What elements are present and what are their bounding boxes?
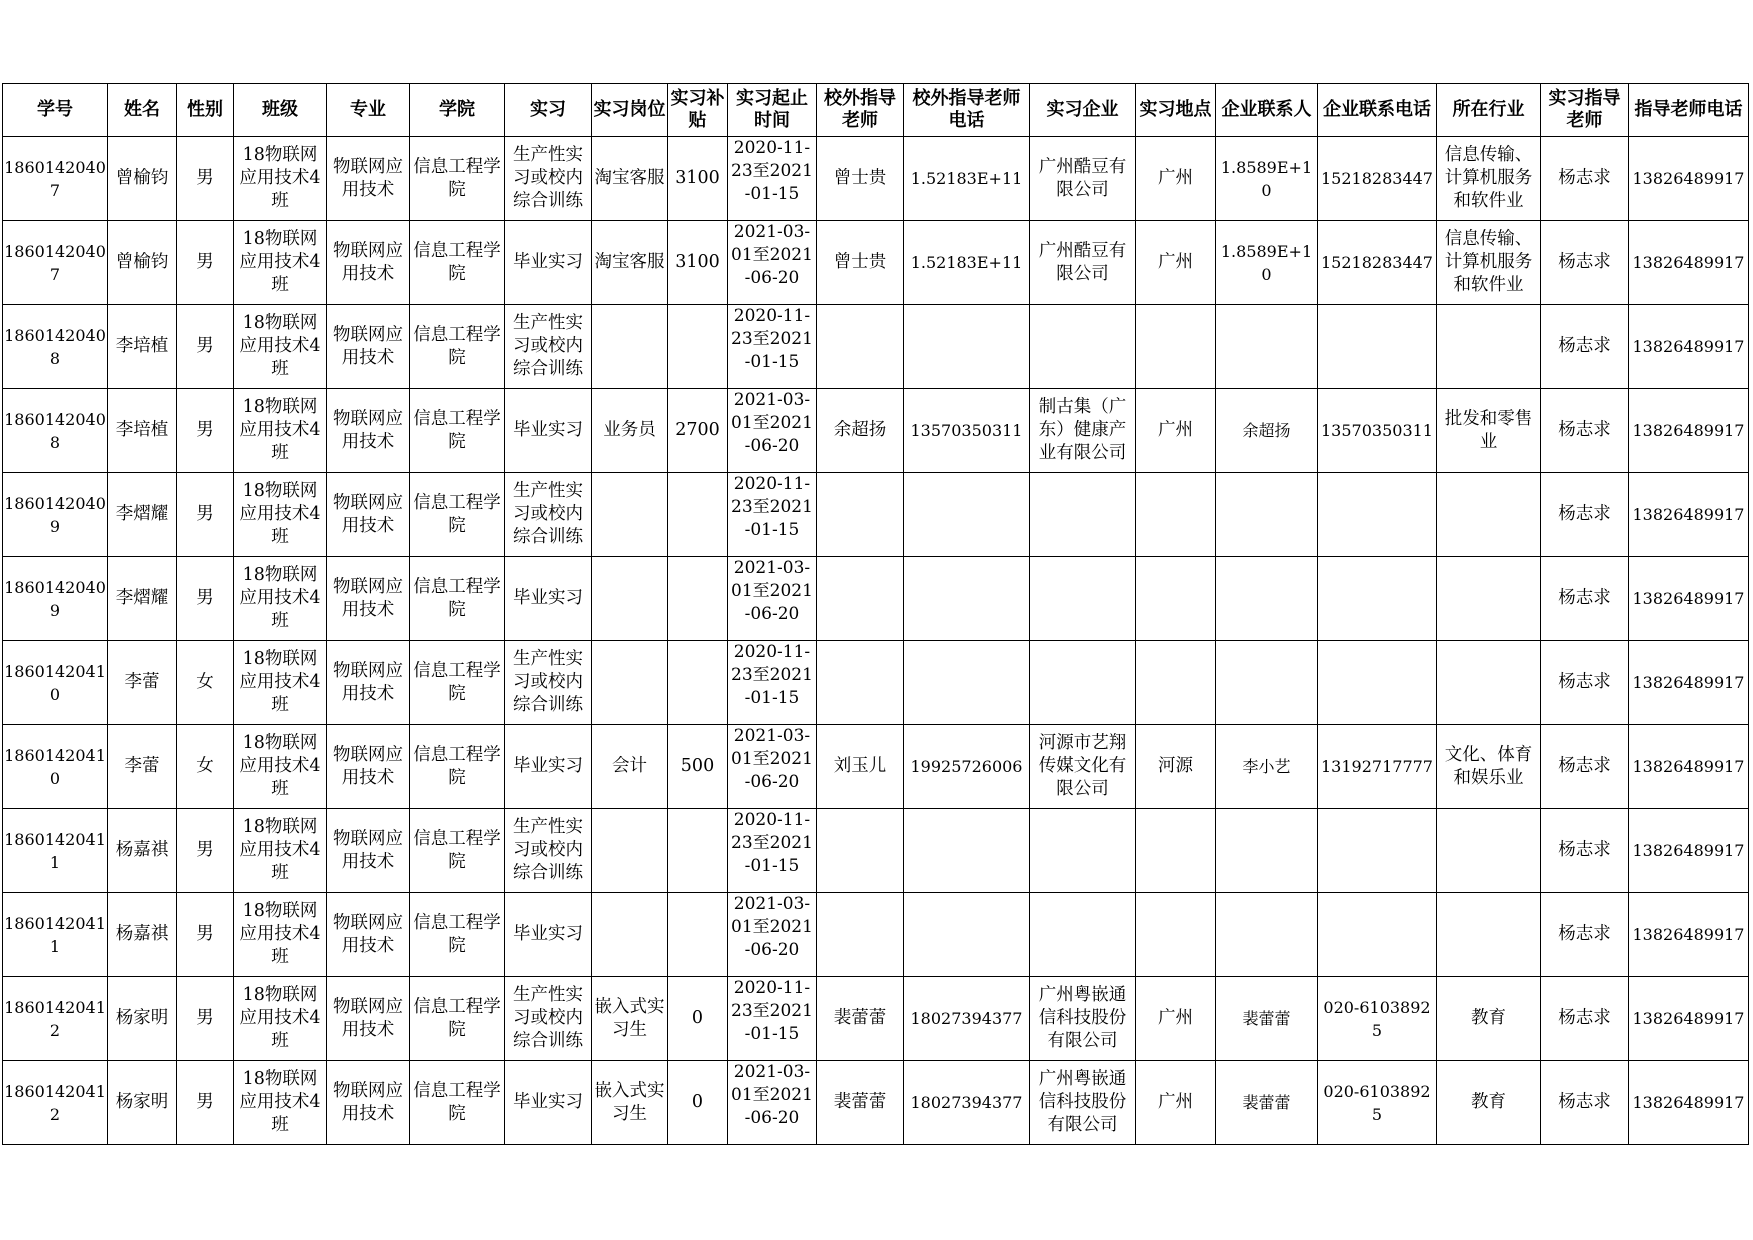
- cell-student-id: 18601420407: [3, 221, 108, 305]
- cell-mentor: 杨志求: [1541, 305, 1629, 389]
- cell-college: 信息工程学院: [410, 221, 505, 305]
- cell-college: 信息工程学院: [410, 557, 505, 641]
- cell-subsidy: 3100: [668, 137, 728, 221]
- cell-company: [1030, 305, 1136, 389]
- table-row: [3, 1061, 1749, 1145]
- cell-subsidy: [668, 641, 728, 725]
- cell-class: 18物联网应用技术4班: [234, 809, 327, 893]
- cell-company-phone: 13192717777: [1318, 725, 1437, 809]
- cell-external-mentor: 曾士贵: [817, 137, 904, 221]
- cell-company-contact: 裴蕾蕾: [1216, 1061, 1318, 1145]
- cell-company-contact: [1216, 641, 1318, 725]
- cell-external-mentor-phone: 1.52183E+11: [904, 137, 1030, 221]
- cell-company-contact: [1216, 809, 1318, 893]
- header-external-mentor-phone: 校外指导老师电话: [904, 84, 1030, 137]
- cell-internship-type: 毕业实习: [505, 1061, 592, 1145]
- cell-company-phone: [1318, 809, 1437, 893]
- cell-period: [728, 641, 817, 725]
- table-row: [3, 221, 1749, 305]
- cell-period: [728, 221, 817, 305]
- cell-mentor: 杨志求: [1541, 389, 1629, 473]
- cell-external-mentor: [817, 893, 904, 977]
- cell-college: 信息工程学院: [410, 389, 505, 473]
- cell-mentor: 杨志求: [1541, 725, 1629, 809]
- period-text: 2020-11-23至2021-01-15: [731, 978, 813, 1044]
- cell-name: 杨嘉祺: [108, 893, 177, 977]
- cell-name: 李培植: [108, 305, 177, 389]
- cell-mentor-phone: 13826489917: [1629, 977, 1749, 1061]
- cell-industry: [1437, 809, 1541, 893]
- cell-student-id: 18601420409: [3, 473, 108, 557]
- cell-internship-type: 生产性实习或校内综合训练: [505, 641, 592, 725]
- cell-company-phone: [1318, 641, 1437, 725]
- cell-name: 李蕾: [108, 641, 177, 725]
- table-row: [3, 725, 1749, 809]
- cell-period: [728, 473, 817, 557]
- cell-external-mentor: [817, 305, 904, 389]
- cell-subsidy: 2700: [668, 389, 728, 473]
- cell-external-mentor-phone: [904, 641, 1030, 725]
- cell-position: 业务员: [592, 389, 668, 473]
- cell-name: 杨家明: [108, 977, 177, 1061]
- cell-position: 会计: [592, 725, 668, 809]
- cell-name: 李蕾: [108, 725, 177, 809]
- cell-subsidy: 0: [668, 977, 728, 1061]
- cell-student-id: 18601420412: [3, 977, 108, 1061]
- period-text: 2021-03-01至2021-06-20: [731, 222, 813, 288]
- header-industry: 所在行业: [1437, 84, 1541, 137]
- cell-company: [1030, 893, 1136, 977]
- cell-location: [1136, 641, 1216, 725]
- cell-position: [592, 893, 668, 977]
- cell-subsidy: 3100: [668, 221, 728, 305]
- cell-industry: 教育: [1437, 977, 1541, 1061]
- header-mentor-phone: 指导老师电话: [1629, 84, 1749, 137]
- cell-industry: 文化、体育和娱乐业: [1437, 725, 1541, 809]
- cell-mentor: 杨志求: [1541, 557, 1629, 641]
- cell-internship-type: 毕业实习: [505, 221, 592, 305]
- cell-company: 广州粤嵌通信科技股份有限公司: [1030, 1061, 1136, 1145]
- cell-mentor: 杨志求: [1541, 473, 1629, 557]
- header-company-phone: 企业联系电话: [1318, 84, 1437, 137]
- cell-company-phone: 13570350311: [1318, 389, 1437, 473]
- cell-student-id: 18601420407: [3, 137, 108, 221]
- cell-location: 广州: [1136, 977, 1216, 1061]
- period-text: 2020-11-23至2021-01-15: [731, 138, 813, 204]
- cell-period: [728, 809, 817, 893]
- cell-mentor-phone: 13826489917: [1629, 221, 1749, 305]
- cell-external-mentor-phone: [904, 893, 1030, 977]
- header-position: 实习岗位: [592, 84, 668, 137]
- cell-external-mentor: [817, 473, 904, 557]
- cell-company-phone: [1318, 893, 1437, 977]
- cell-industry: [1437, 305, 1541, 389]
- cell-class: 18物联网应用技术4班: [234, 725, 327, 809]
- cell-location: 广州: [1136, 1061, 1216, 1145]
- cell-location: 广州: [1136, 221, 1216, 305]
- cell-mentor-phone: 13826489917: [1629, 305, 1749, 389]
- cell-gender: 男: [177, 557, 234, 641]
- cell-class: 18物联网应用技术4班: [234, 137, 327, 221]
- cell-company: [1030, 809, 1136, 893]
- cell-company: 河源市艺翔传媒文化有限公司: [1030, 725, 1136, 809]
- cell-position: [592, 641, 668, 725]
- cell-period: [728, 137, 817, 221]
- period-text: 2020-11-23至2021-01-15: [731, 306, 813, 372]
- cell-college: 信息工程学院: [410, 473, 505, 557]
- cell-major: 物联网应用技术: [327, 809, 410, 893]
- cell-company-contact: 李小艺: [1216, 725, 1318, 809]
- cell-major: 物联网应用技术: [327, 725, 410, 809]
- cell-internship-type: 生产性实习或校内综合训练: [505, 473, 592, 557]
- cell-company: [1030, 641, 1136, 725]
- cell-company-contact: 1.8589E+10: [1216, 137, 1318, 221]
- cell-external-mentor-phone: [904, 557, 1030, 641]
- cell-industry: 信息传输、计算机服务和软件业: [1437, 137, 1541, 221]
- cell-company-phone: [1318, 473, 1437, 557]
- cell-industry: 教育: [1437, 1061, 1541, 1145]
- cell-college: 信息工程学院: [410, 977, 505, 1061]
- cell-major: 物联网应用技术: [327, 1061, 410, 1145]
- cell-position: [592, 305, 668, 389]
- cell-period: [728, 557, 817, 641]
- header-period: 实习起止时间: [728, 84, 817, 137]
- cell-class: 18物联网应用技术4班: [234, 389, 327, 473]
- cell-class: 18物联网应用技术4班: [234, 557, 327, 641]
- cell-industry: [1437, 893, 1541, 977]
- cell-internship-type: 生产性实习或校内综合训练: [505, 809, 592, 893]
- period-text: 2021-03-01至2021-06-20: [731, 1062, 813, 1128]
- cell-company: [1030, 473, 1136, 557]
- cell-student-id: 18601420410: [3, 725, 108, 809]
- cell-mentor-phone: 13826489917: [1629, 137, 1749, 221]
- cell-gender: 男: [177, 893, 234, 977]
- cell-company-contact: [1216, 557, 1318, 641]
- period-text: 2021-03-01至2021-06-20: [731, 558, 813, 624]
- cell-gender: 男: [177, 473, 234, 557]
- table-row: [3, 893, 1749, 977]
- cell-external-mentor: 刘玉儿: [817, 725, 904, 809]
- cell-mentor: 杨志求: [1541, 809, 1629, 893]
- cell-location: [1136, 809, 1216, 893]
- cell-industry: 信息传输、计算机服务和软件业: [1437, 221, 1541, 305]
- cell-name: 杨家明: [108, 1061, 177, 1145]
- table-body: [3, 137, 1749, 1145]
- cell-company-phone: [1318, 557, 1437, 641]
- cell-mentor-phone: 13826489917: [1629, 641, 1749, 725]
- cell-student-id: 18601420410: [3, 641, 108, 725]
- cell-mentor-phone: 13826489917: [1629, 557, 1749, 641]
- cell-gender: 女: [177, 725, 234, 809]
- cell-college: 信息工程学院: [410, 641, 505, 725]
- cell-company-phone: 15218283447: [1318, 137, 1437, 221]
- cell-mentor-phone: 13826489917: [1629, 725, 1749, 809]
- cell-subsidy: 500: [668, 725, 728, 809]
- cell-internship-type: 毕业实习: [505, 557, 592, 641]
- cell-period: [728, 1061, 817, 1145]
- cell-location: 广州: [1136, 137, 1216, 221]
- cell-mentor: 杨志求: [1541, 1061, 1629, 1145]
- cell-name: 曾榆钧: [108, 221, 177, 305]
- cell-mentor-phone: 13826489917: [1629, 389, 1749, 473]
- cell-industry: [1437, 641, 1541, 725]
- cell-college: 信息工程学院: [410, 1061, 505, 1145]
- cell-college: 信息工程学院: [410, 137, 505, 221]
- cell-major: 物联网应用技术: [327, 473, 410, 557]
- cell-industry: 批发和零售业: [1437, 389, 1541, 473]
- cell-internship-type: 毕业实习: [505, 893, 592, 977]
- cell-position: [592, 809, 668, 893]
- cell-location: 广州: [1136, 389, 1216, 473]
- header-college: 学院: [410, 84, 505, 137]
- period-text: 2021-03-01至2021-06-20: [731, 894, 813, 960]
- cell-gender: 男: [177, 809, 234, 893]
- cell-mentor-phone: 13826489917: [1629, 473, 1749, 557]
- cell-name: 曾榆钧: [108, 137, 177, 221]
- cell-major: 物联网应用技术: [327, 977, 410, 1061]
- table-row: [3, 977, 1749, 1061]
- cell-class: 18物联网应用技术4班: [234, 221, 327, 305]
- cell-external-mentor: [817, 809, 904, 893]
- cell-company: [1030, 557, 1136, 641]
- cell-student-id: 18601420411: [3, 893, 108, 977]
- cell-external-mentor-phone: 19925726006: [904, 725, 1030, 809]
- cell-gender: 男: [177, 977, 234, 1061]
- header-name: 姓名: [108, 84, 177, 137]
- cell-subsidy: [668, 893, 728, 977]
- cell-name: 李培植: [108, 389, 177, 473]
- header-company: 实习企业: [1030, 84, 1136, 137]
- header-company-contact: 企业联系人: [1216, 84, 1318, 137]
- cell-external-mentor-phone: [904, 305, 1030, 389]
- cell-company-phone: 15218283447: [1318, 221, 1437, 305]
- cell-student-id: 18601420411: [3, 809, 108, 893]
- table-row: [3, 557, 1749, 641]
- cell-position: [592, 473, 668, 557]
- cell-industry: [1437, 557, 1541, 641]
- cell-position: 淘宝客服: [592, 221, 668, 305]
- cell-internship-type: 生产性实习或校内综合训练: [505, 305, 592, 389]
- cell-industry: [1437, 473, 1541, 557]
- cell-class: 18物联网应用技术4班: [234, 1061, 327, 1145]
- cell-student-id: 18601420409: [3, 557, 108, 641]
- header-student-id: 学号: [3, 84, 108, 137]
- cell-college: 信息工程学院: [410, 809, 505, 893]
- header-location: 实习地点: [1136, 84, 1216, 137]
- cell-student-id: 18601420412: [3, 1061, 108, 1145]
- cell-mentor: 杨志求: [1541, 221, 1629, 305]
- period-text: 2020-11-23至2021-01-15: [731, 474, 813, 540]
- cell-major: 物联网应用技术: [327, 137, 410, 221]
- cell-gender: 男: [177, 221, 234, 305]
- cell-name: 杨嘉祺: [108, 809, 177, 893]
- cell-class: 18物联网应用技术4班: [234, 641, 327, 725]
- cell-internship-type: 生产性实习或校内综合训练: [505, 977, 592, 1061]
- cell-external-mentor: 裴蕾蕾: [817, 977, 904, 1061]
- cell-company-contact: [1216, 473, 1318, 557]
- cell-subsidy: [668, 809, 728, 893]
- cell-mentor: 杨志求: [1541, 641, 1629, 725]
- period-text: 2020-11-23至2021-01-15: [731, 642, 813, 708]
- cell-name: 李熠耀: [108, 557, 177, 641]
- cell-location: [1136, 305, 1216, 389]
- cell-position: 嵌入式实习生: [592, 977, 668, 1061]
- period-text: 2020-11-23至2021-01-15: [731, 810, 813, 876]
- table-row: [3, 809, 1749, 893]
- cell-major: 物联网应用技术: [327, 305, 410, 389]
- cell-company: 广州酷豆有限公司: [1030, 137, 1136, 221]
- cell-location: 河源: [1136, 725, 1216, 809]
- cell-company-contact: 余超扬: [1216, 389, 1318, 473]
- cell-major: 物联网应用技术: [327, 389, 410, 473]
- cell-college: 信息工程学院: [410, 725, 505, 809]
- table-row: [3, 641, 1749, 725]
- cell-external-mentor: 裴蕾蕾: [817, 1061, 904, 1145]
- cell-period: [728, 389, 817, 473]
- table-row: [3, 305, 1749, 389]
- cell-location: [1136, 893, 1216, 977]
- cell-external-mentor: [817, 641, 904, 725]
- cell-internship-type: 毕业实习: [505, 389, 592, 473]
- cell-position: [592, 557, 668, 641]
- cell-position: 淘宝客服: [592, 137, 668, 221]
- cell-company-phone: 020-61038925: [1318, 1061, 1437, 1145]
- cell-major: 物联网应用技术: [327, 893, 410, 977]
- cell-gender: 男: [177, 137, 234, 221]
- cell-subsidy: 0: [668, 1061, 728, 1145]
- cell-class: 18物联网应用技术4班: [234, 893, 327, 977]
- cell-name: 李熠耀: [108, 473, 177, 557]
- cell-mentor: 杨志求: [1541, 977, 1629, 1061]
- header-external-mentor: 校外指导老师: [817, 84, 904, 137]
- cell-external-mentor-phone: [904, 473, 1030, 557]
- cell-external-mentor: [817, 557, 904, 641]
- cell-mentor-phone: 13826489917: [1629, 893, 1749, 977]
- cell-company-phone: [1318, 305, 1437, 389]
- cell-gender: 女: [177, 641, 234, 725]
- cell-period: [728, 725, 817, 809]
- header-row: [3, 84, 1749, 137]
- cell-company-contact: 1.8589E+10: [1216, 221, 1318, 305]
- cell-student-id: 18601420408: [3, 305, 108, 389]
- table-row: [3, 137, 1749, 221]
- cell-external-mentor-phone: 13570350311: [904, 389, 1030, 473]
- cell-class: 18物联网应用技术4班: [234, 305, 327, 389]
- header-class: 班级: [234, 84, 327, 137]
- cell-gender: 男: [177, 305, 234, 389]
- cell-subsidy: [668, 305, 728, 389]
- cell-external-mentor-phone: [904, 809, 1030, 893]
- table-row: [3, 473, 1749, 557]
- cell-gender: 男: [177, 1061, 234, 1145]
- header-mentor: 实习指导老师: [1541, 84, 1629, 137]
- period-text: 2021-03-01至2021-06-20: [731, 390, 813, 456]
- cell-position: 嵌入式实习生: [592, 1061, 668, 1145]
- cell-company: 广州酷豆有限公司: [1030, 221, 1136, 305]
- cell-internship-type: 毕业实习: [505, 725, 592, 809]
- cell-company-contact: [1216, 305, 1318, 389]
- cell-class: 18物联网应用技术4班: [234, 977, 327, 1061]
- header-subsidy: 实习补贴: [668, 84, 728, 137]
- cell-company: 制古集（广东）健康产业有限公司: [1030, 389, 1136, 473]
- cell-company-contact: [1216, 893, 1318, 977]
- cell-company: 广州粤嵌通信科技股份有限公司: [1030, 977, 1136, 1061]
- cell-external-mentor-phone: 18027394377: [904, 1061, 1030, 1145]
- cell-mentor-phone: 13826489917: [1629, 1061, 1749, 1145]
- cell-mentor-phone: 13826489917: [1629, 809, 1749, 893]
- cell-gender: 男: [177, 389, 234, 473]
- header-internship-type: 实习: [505, 84, 592, 137]
- cell-location: [1136, 473, 1216, 557]
- period-text: 2021-03-01至2021-06-20: [731, 726, 813, 792]
- cell-mentor: 杨志求: [1541, 137, 1629, 221]
- cell-college: 信息工程学院: [410, 893, 505, 977]
- cell-mentor: 杨志求: [1541, 893, 1629, 977]
- cell-internship-type: 生产性实习或校内综合训练: [505, 137, 592, 221]
- cell-company-contact: 裴蕾蕾: [1216, 977, 1318, 1061]
- cell-external-mentor-phone: 1.52183E+11: [904, 221, 1030, 305]
- cell-class: 18物联网应用技术4班: [234, 473, 327, 557]
- cell-subsidy: [668, 557, 728, 641]
- cell-college: 信息工程学院: [410, 305, 505, 389]
- cell-major: 物联网应用技术: [327, 557, 410, 641]
- cell-subsidy: [668, 473, 728, 557]
- cell-student-id: 18601420408: [3, 389, 108, 473]
- cell-period: [728, 977, 817, 1061]
- cell-external-mentor-phone: 18027394377: [904, 977, 1030, 1061]
- table-row: [3, 389, 1749, 473]
- cell-external-mentor: 曾士贵: [817, 221, 904, 305]
- header-major: 专业: [327, 84, 410, 137]
- cell-period: [728, 893, 817, 977]
- cell-period: [728, 305, 817, 389]
- cell-major: 物联网应用技术: [327, 641, 410, 725]
- cell-external-mentor: 余超扬: [817, 389, 904, 473]
- cell-major: 物联网应用技术: [327, 221, 410, 305]
- header-gender: 性别: [177, 84, 234, 137]
- cell-location: [1136, 557, 1216, 641]
- cell-company-phone: 020-61038925: [1318, 977, 1437, 1061]
- internship-table: [2, 83, 1749, 1145]
